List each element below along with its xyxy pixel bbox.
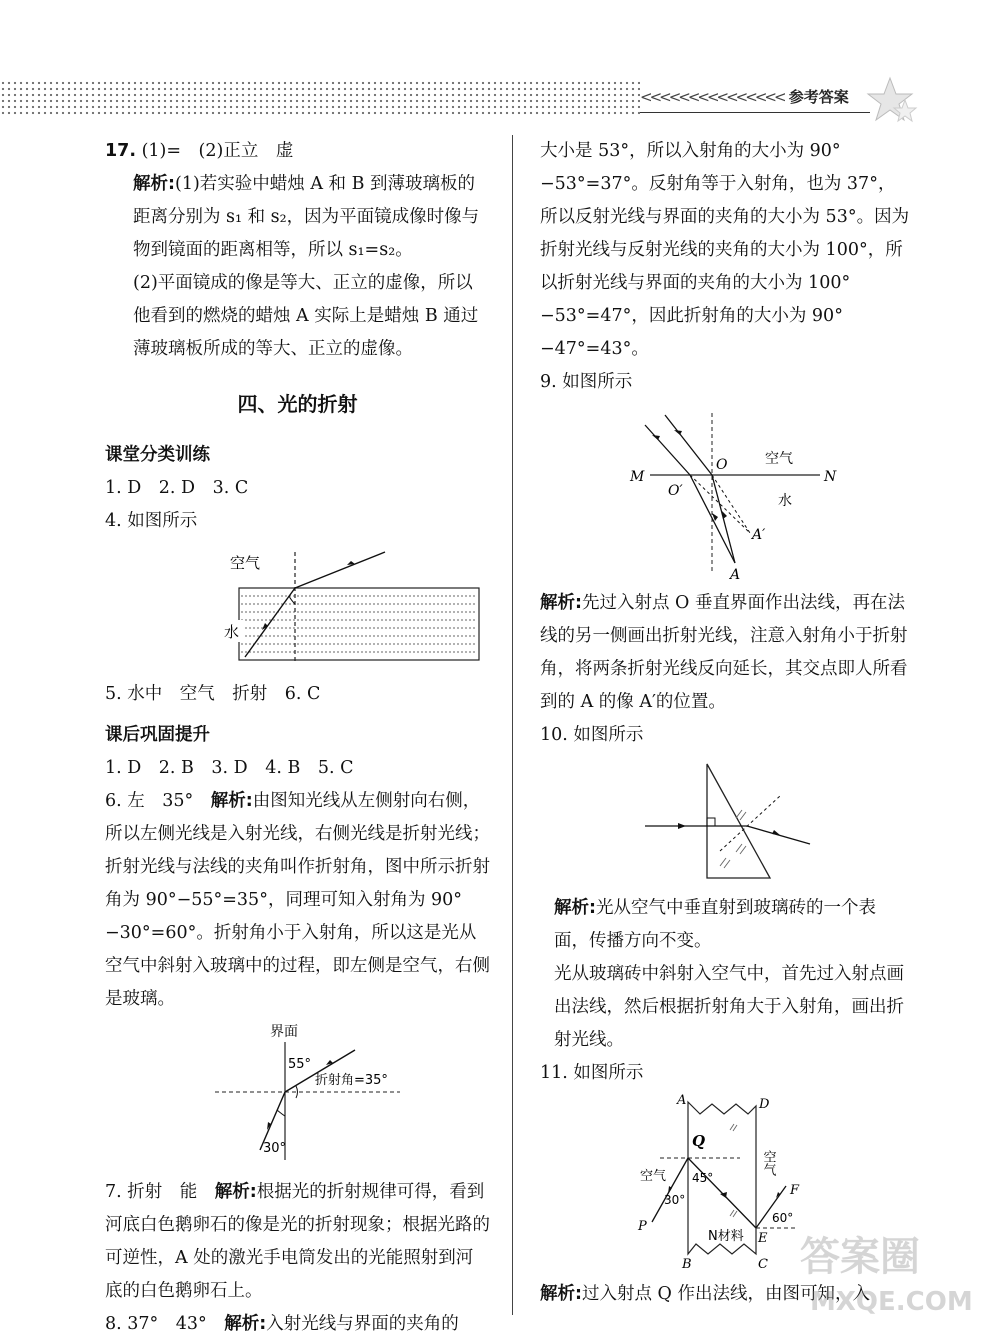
fig11-air-right-label: 空气 — [760, 1150, 776, 1176]
figure-q4-refraction — [105, 542, 490, 672]
page-header — [0, 0, 1000, 125]
q4-text: 4. 如图所示 — [105, 511, 198, 531]
q8-exp-label: 解析: — [224, 1314, 267, 1334]
q17-answer — [105, 135, 490, 168]
fig9-A-label: A — [730, 567, 741, 581]
fig4-water-label: 水 — [224, 623, 240, 641]
q17-exp1-text: (1)若实验中蜡烛 A 和 B 到薄玻璃板的距离分别为 s₁ 和 s₂，因为平面镜成像时像与物到镜面的距离相等，所以 s₁=s₂。 — [133, 174, 480, 260]
q11-exp-label: 解析: — [540, 1284, 582, 1304]
fig9-O2-label: O′ — [668, 483, 683, 499]
q17-number: 17. — [105, 141, 137, 161]
fig11-air-left-label: 空气 — [640, 1169, 667, 1184]
q10-exp-label: 解析: — [554, 898, 596, 918]
figure-q6-interface — [105, 1020, 490, 1170]
q9-exp-label: 解析: — [540, 593, 582, 613]
q9-explanation — [540, 587, 910, 719]
fig6-30-label: 30° — [263, 1141, 287, 1156]
q9-text: 9. 如图所示 — [540, 372, 633, 392]
q6-exp-text: 由图知光线从左侧射向右侧，所以左侧光线是入射光线，右侧光线是折射光线；折射光线与法线的夹角叫作折射角，图中所示折射角为 90°−55°=35°，同理可知入射角为 90°−30°=60°。折射角小于入射角，所以这是光从空气中斜射入玻璃中的过程，即左侧是空气，右侧是玻璃。 — [105, 791, 490, 1009]
q7-answer: 7. 折射 能 — [105, 1182, 215, 1202]
q17-explanation-2: (2)平面镜成的像是等大、正立的虚像，所以他看到的燃烧的蜡烛 A 实际上是蜡烛 B 通过薄玻璃板所成的等大、正立的虚像。 — [133, 273, 479, 359]
q10-exp1-text: 光从空气中垂直射到玻璃砖的一个表面，传播方向不变。 — [554, 898, 876, 951]
fig11-45-label: 45° — [692, 1171, 714, 1185]
fig9-A2-label: A′ — [752, 527, 766, 543]
fig11-F-label: F — [790, 1183, 800, 1198]
fig4-air-label: 空气 — [230, 554, 261, 572]
fig11-30-label: 30° — [664, 1193, 686, 1207]
column-divider — [512, 135, 513, 1315]
fig9-N-label: N — [824, 469, 837, 485]
fig6-55-label: 55° — [288, 1057, 312, 1072]
header-chevrons: <<<<<<<<<<<<<<< — [640, 88, 784, 106]
header-underline — [640, 112, 870, 113]
watermark-line1: 答案圈 — [800, 1234, 920, 1280]
fig9-air-label: 空气 — [765, 451, 793, 467]
stars-decoration-icon — [860, 70, 920, 130]
q11-exp-text: 过入射点 Q 作出法线，由图可知，入 — [582, 1284, 870, 1304]
fig11-60-label: 60° — [772, 1211, 794, 1225]
header-dot-band — [0, 80, 640, 116]
answers-1-5b: 1. D 2. B 3. D 4. B 5. C — [105, 758, 354, 778]
fig11-C-label: C — [758, 1257, 768, 1272]
fig11-A-label: A — [677, 1094, 687, 1108]
fig6-interface-label: 界面 — [270, 1024, 298, 1040]
q17-exp-label: 解析: — [133, 174, 175, 194]
figure-q9-refraction — [540, 403, 910, 581]
fig9-M-label: M — [630, 469, 645, 485]
watermark-line2: MXQE.COM — [810, 1287, 973, 1317]
watermark-logo — [780, 1220, 980, 1320]
section-title: 四、光的折射 — [237, 392, 358, 416]
header-title: 参考答案 — [788, 88, 849, 106]
fig11-D-label: D — [759, 1097, 770, 1112]
q7-exp-text: 根据光的折射规律可得，看到河底白色鹅卵石的像是光的折射现象；根据光路的可逆性，A 处的激光手电筒发出的光能照射到河底的白色鹅卵石上。 — [105, 1182, 490, 1301]
right-column — [540, 135, 910, 1311]
subsection-after-class: 课后巩固提升 — [105, 725, 210, 745]
q11-text: 11. 如图所示 — [540, 1063, 644, 1083]
q10-text: 10. 如图所示 — [540, 725, 644, 745]
q10-explanation-1 — [540, 892, 910, 958]
q8-continuation: 大小是 53°，所以入射角的大小为 90°−53°=37°。反射角等于入射角，也为 37°，所以反射光线与界面的夹角的大小为 53°。因为折射光线与反射光线的夹角的大小为 100°，所以折射光线与界面的夹角的大小为 100°−53°=47°，因此折射角的大小为 90°−47°=43°。 — [540, 141, 910, 359]
q8-exp-text: 入射光线与界面的夹角的 — [266, 1314, 459, 1334]
subsection-classroom: 课堂分类训练 — [105, 445, 210, 465]
q7-block — [105, 1176, 490, 1308]
q17-explanation-1 — [105, 168, 490, 267]
answers-5-6: 5. 水中 空气 折射 6. C — [105, 684, 321, 704]
fig11-N-label: N材料 — [708, 1229, 744, 1244]
figure-q10-prism — [540, 756, 910, 886]
q6-answer: 6. 左 35° — [105, 791, 211, 811]
q8-answer: 8. 37° 43° — [105, 1314, 225, 1334]
fig11-E-label: E — [758, 1231, 768, 1246]
q6-block — [105, 785, 490, 1016]
fig9-O-label: O — [716, 457, 728, 473]
q17-answer-text: (1)= (2)正立 虚 — [141, 141, 294, 161]
answers-1-3: 1. D 2. D 3. C — [105, 478, 249, 498]
header-label — [640, 86, 870, 112]
q9-exp-text: 先过入射点 O 垂直界面作出法线，再在法线的另一侧画出折射光线，注意入射角小于折射角，将两条折射光线反向延长，其交点即人所看到的 A 的像 A′的位置。 — [540, 593, 908, 712]
fig11-B-label: B — [682, 1257, 692, 1272]
fig9-water-label: 水 — [778, 493, 792, 509]
q6-exp-label: 解析: — [210, 791, 253, 811]
q10-explanation-2: 光从玻璃砖中斜射入空气中，首先过入射点画出法线，然后根据折射角大于入射角，画出折射光线。 — [554, 964, 904, 1050]
fig6-refraction-label: 折射角=35° — [315, 1073, 388, 1088]
fig11-Q-label: Q — [692, 1132, 706, 1150]
q7-exp-label: 解析: — [214, 1182, 257, 1202]
fig11-P-label: P — [638, 1219, 647, 1234]
left-column — [105, 135, 490, 1341]
